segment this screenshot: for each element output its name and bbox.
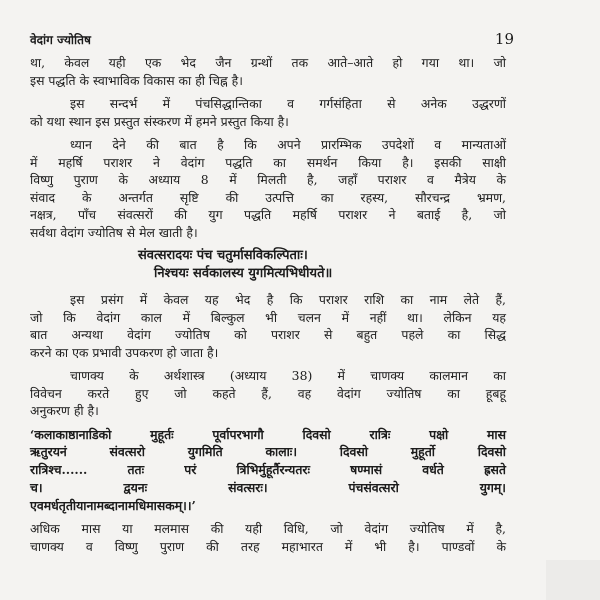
text-line: संवाद के अन्तर्गत सृष्टि की उत्पत्ति का रहस्य, सौरचन्द्र भ्रमण, bbox=[30, 189, 506, 205]
text-line: चाणक्य के अर्थशास्त्र (अध्याय 38) में चाणक्य कालमान का bbox=[70, 368, 506, 383]
quote-line: एवमर्धतृतीयानामब्दानामधिमासकम्।।’ bbox=[30, 497, 196, 513]
text-line: अनुकरण ही है। bbox=[30, 403, 99, 418]
page-header bbox=[30, 30, 514, 52]
paragraph-1 bbox=[30, 54, 506, 89]
text-line: ध्यान देने की बात है कि अपने प्रारम्भिक उपदेशों व मान्यताओं bbox=[70, 137, 506, 152]
page-content bbox=[30, 30, 514, 561]
text-line: विवेचन करते हुए जो कहते हैं, वह वेदांग ज्योतिष का हूबहू bbox=[30, 385, 506, 401]
quote-line: ऋतुरयनं संवत्सरो युगमिति कालाः। दिवसो मुहूर्तो दिवसो bbox=[30, 444, 506, 460]
page-number: 19 bbox=[494, 30, 514, 48]
text-line: जो कि वेदांग काल में बिल्कुल भी चलन में नहीं था। लेकिन यह bbox=[30, 309, 506, 325]
text-line: चाणक्य व विष्णु पुराण की तरह महाभारत में भी है। पाण्डवों के bbox=[30, 538, 506, 554]
text-line: सर्वथा वेदांग ज्योतिष से मेल खाती है। bbox=[30, 224, 198, 240]
running-head: वेदांग ज्योतिष bbox=[30, 33, 91, 47]
paragraph-6 bbox=[30, 520, 506, 555]
quote-line: ‘कलाकाष्ठानाडिको मुहूर्तः पूर्वापरभागौ दिवसो रात्रिः पक्षो मास bbox=[30, 426, 506, 442]
paragraph-2 bbox=[30, 95, 506, 130]
text-line: करने का एक प्रभावी उपकरण हो जाता है। bbox=[30, 344, 219, 360]
text-line: इस पद्धति के स्वाभाविक विकास का ही चिह्न है। bbox=[30, 72, 243, 88]
paragraph-3 bbox=[30, 136, 506, 241]
text-line: था, केवल यही एक भेद जैन ग्रन्थों तक आते–आते हो गया था। जो bbox=[30, 55, 506, 70]
paragraph-4 bbox=[30, 291, 506, 361]
text-line: को यथा स्थान इस प्रस्तुत संस्करण में हमने प्रस्तुत किया है। bbox=[30, 113, 289, 129]
sanskrit-verse bbox=[30, 247, 506, 283]
verse-line: निश्चयः सर्वकालस्य युगमित्यभिधीयते॥ bbox=[154, 266, 333, 281]
text-line: इस प्रसंग में केवल यह भेद है कि पराशर राशि का नाम लेते हैं, bbox=[70, 292, 506, 307]
page-edge-shadow bbox=[546, 560, 600, 600]
text-line: इस सन्दर्भ में पंचसिद्धान्तिका व गर्गसंहिता से अनेक उद्धरणों bbox=[70, 96, 506, 111]
text-line: बात अन्यथा वेदांग ज्योतिष को पराशर से बहुत पहले का सिद्ध bbox=[30, 327, 506, 342]
text-line: नक्षत्र, पाँच संवत्सरों की युग पद्धति महर्षि पराशर ने बताई है, जो bbox=[30, 207, 506, 222]
quote-line: च। द्वयनः संवत्सरः। पंचसंवत्सरो युगम्। bbox=[30, 479, 506, 495]
verse-line: संवत्सरादयः पंच चतुर्मासविकल्पिताः। bbox=[138, 248, 308, 263]
quote-line: रात्रिश्च...... ततः परं त्रिभिर्मुहूर्तैरन्यतरः षण्मासं वर्धते ह्रसते bbox=[30, 462, 506, 478]
arthashastra-quote bbox=[30, 426, 506, 515]
paragraph-5 bbox=[30, 367, 506, 420]
text-line: में महर्षि पराशर ने वेदांग पद्धति का समर्थन किया है। इसकी साक्षी bbox=[30, 154, 506, 170]
text-line: अधिक मास या मलमास की यही विधि, जो वेदांग ज्योतिष में है, bbox=[30, 521, 506, 537]
text-line: विष्णु पुराण के अध्याय 8 में मिलती है, जहाँ पराशर व मैत्रेय के bbox=[30, 172, 506, 187]
